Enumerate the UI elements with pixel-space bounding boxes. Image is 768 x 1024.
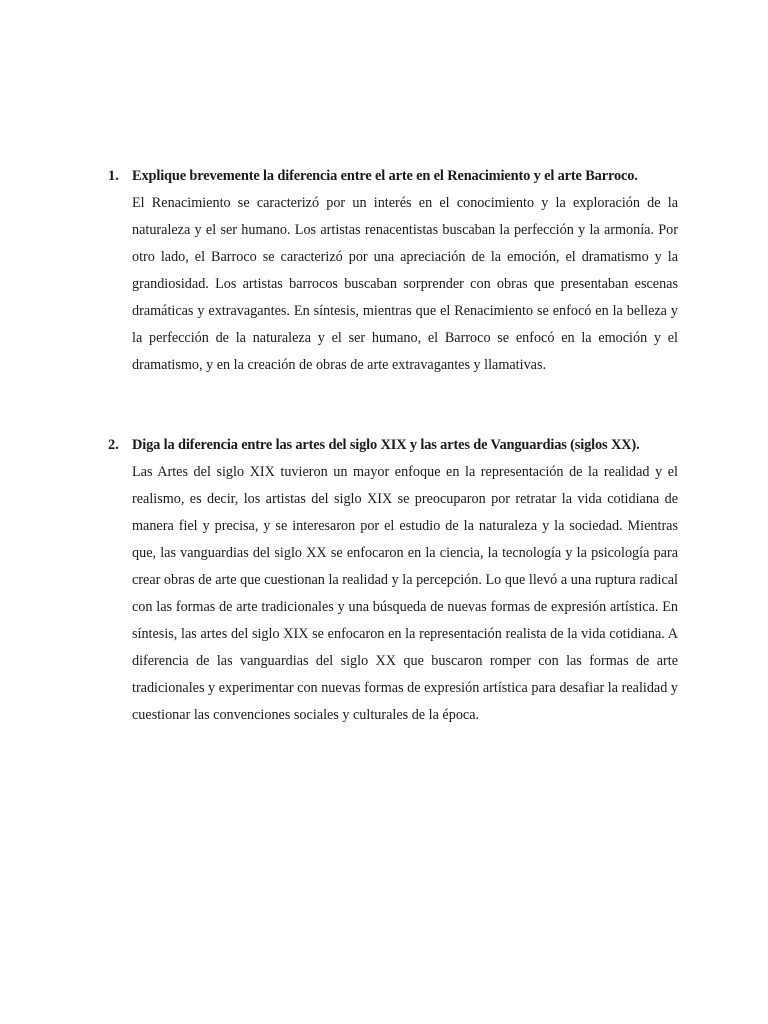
question-1-title: Explique brevemente la diferencia entre el arte en el Renacimiento y el arte Barroco.	[132, 168, 638, 184]
question-2	[108, 432, 678, 729]
question-1-number: 1.	[108, 168, 119, 184]
question-2-title: Diga la diferencia entre las artes del siglo XIX y las artes de Vanguardias (siglos XX).	[132, 437, 640, 453]
question-1	[108, 163, 678, 379]
question-1-heading	[108, 163, 678, 190]
question-1-answer: El Renacimiento se caracterizó por un interés en el conocimiento y la exploración de la naturaleza y el ser humano. Los artistas renacentistas buscaban la perfección y la armonía. Por otro lado, el Barroco se caracterizó por una apreciación de la emoción, el dramatismo y la grandiosidad. Los artistas barrocos buscaban sorprender con obras que presentaban escenas dramáticas y extravagantes. En síntesis, mientras que el Renacimiento se enfocó en la belleza y la perfección de la naturaleza y el ser humano, el Barroco se enfocó en la emoción y el dramatismo, y en la creación de obras de arte extravagantes y llamativas.	[132, 195, 678, 373]
question-2-number: 2.	[108, 437, 119, 453]
question-2-answer: Las Artes del siglo XIX tuvieron un mayor enfoque en la representación de la realidad y el realismo, es decir, los artistas del siglo XIX se preocuparon por retratar la vida cotidiana de manera fiel y precisa, y se interesaron por el estudio de la naturaleza y la sociedad. Mientras que, las vanguardias del siglo XX se enfocaron en la ciencia, la tecnología y la psicología para crear obras de arte que cuestionan la realidad y la percepción. Lo que llevó a una ruptura radical con las formas de arte tradicionales y una búsqueda de nuevas formas de expresión artística. En síntesis, las artes del siglo XIX se enfocaron en la representación realista de la vida cotidiana. A diferencia de las vanguardias del siglo XX que buscaron romper con las formas de arte tradicionales y experimentar con nuevas formas de expresión artística para desafiar la realidad y cuestionar las convenciones sociales y culturales de la época.	[132, 464, 678, 723]
question-2-heading	[108, 432, 678, 459]
